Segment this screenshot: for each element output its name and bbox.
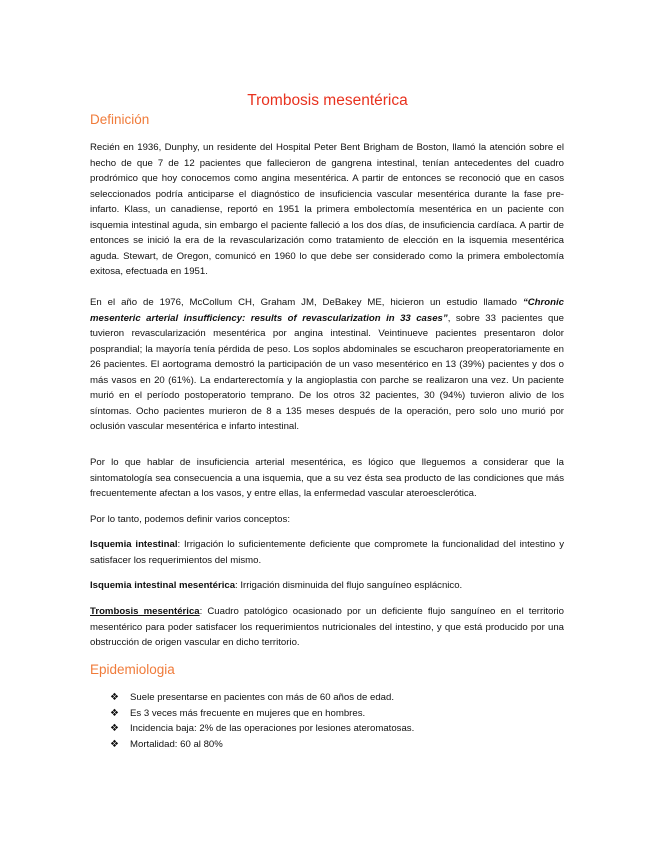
section-heading-epidemiologia: Epidemiologia <box>90 662 175 677</box>
study-title: “Chronic mesenteric arterial insufficiency: results of revascularization in 33 cases” <box>90 297 564 324</box>
diamond-bullet-icon: ❖ <box>110 707 119 719</box>
list-item <box>110 737 414 753</box>
list-item-text: Suele presentarse en pacientes con más de 60 años de edad. <box>130 692 395 703</box>
definition-text: : Irrigación lo suficientemente deficiente que compromete la funcionalidad del intestino y satisfacer los requerimientos del mismo. <box>90 539 564 566</box>
definition-isquemia-mesenterica <box>90 578 564 594</box>
paragraph-study <box>90 295 564 435</box>
definition-text: : Irrigación disminuida del flujo sanguíneo esplácnico. <box>235 580 463 591</box>
study-intro-text: En el año de 1976, McCollum CH, Graham JM, DeBakey ME, hicieron un estudio llamado <box>90 297 523 308</box>
list-item-text: Incidencia baja: 2% de las operaciones por lesiones ateromatosas. <box>130 723 415 734</box>
study-body-text: , sobre 33 pacientes que tuvieron revascularización mesentérica por angina intestinal. Veintinueve pacientes presentaron dolor posprandial; la mayoría tenía pérdida de peso. Los soplos abdominales se escucharon preoperatoriamente en 26 pacientes. El aortograma demostró la participación de un vaso mesentérico en 13 (39%) pacientes y dos o más vasos en 20 (61%). La endarterectomía y la angioplastia con parche se realizaron una vez. Un paciente murió en el período postoperatorio temprano. De los otros 32 pacientes, 30 (94%) tuvieron alivio de los síntomas. Ocho pacientes murieron de 8 a 135 meses después de la operación, pero solo uno murió por oclusión vascular mesentérica e infarto intestinal. <box>90 312 564 432</box>
list-item-text: Mortalidad: 60 al 80% <box>130 738 223 750</box>
diamond-bullet-icon: ❖ <box>110 723 119 734</box>
list-item-text: Es 3 veces más frecuente en mujeres que en hombres. <box>130 707 366 719</box>
list-item <box>110 721 414 737</box>
diamond-bullet-icon: ❖ <box>110 692 119 703</box>
paragraph-atherosclerosis: Por lo que hablar de insuficiencia arterial mesentérica, es lógico que lleguemos a considerar que la sintomatología sea consecuencia a una isquemia, que a su vez ésta sea producto de las condiciones que más frecuentemente afectan a los vasos, y entre ellas, la enfermedad vascular ateroesclerótica. <box>90 457 564 499</box>
diamond-bullet-icon: ❖ <box>110 738 119 750</box>
list-item <box>110 690 414 706</box>
paragraph-history: Recién en 1936, Dunphy, un residente del Hospital Peter Bent Brigham de Boston, llamó la atención sobre el hecho de que 7 de 12 pacientes que fallecieron de gangrena intestinal, tenían antecedentes del cuadro prodrómico que hoy conocemos como angina mesentérica. A partir de entonces se reconoció que en casos seleccionados podría anticiparse el diagnóstico de insuficiencia vascular mesentérica durante la fase pre-infarto. Klass, un canadiense, reportó en 1951 la primera embolectomía mesentérica en un paciente con isquemia intestinal aguda, sin embargo el paciente falleció a los dos días, de insuficiencia cardíaca. A partir de entonces se inició la era de la revascularización como tratamiento de elección en la isquemia mesentérica aguda. Stewart, de Oregon, comunicó en 1960 lo que debe ser considerado como la primera embolectomía exitosa, efectuada en 1951. <box>90 142 564 277</box>
definition-text: : Cuadro patológico ocasionado por un deficiente flujo sanguíneo en el territorio mesentérico para poder satisfacer los requerimientos nutricionales del intestino, y que está producido por una obstrucción de origen vascular en dicho territorio. <box>90 606 564 648</box>
definition-term: Isquemia intestinal mesentérica <box>90 580 236 591</box>
paragraph-concepts-intro: Por lo tanto, podemos definir varios conceptos: <box>90 514 290 525</box>
definition-isquemia-intestinal <box>90 537 564 568</box>
section-heading-definicion: Definición <box>90 112 150 127</box>
definition-term: Trombosis mesentérica <box>90 606 200 617</box>
definition-term: Isquemia intestinal <box>90 539 178 550</box>
list-item <box>110 706 414 722</box>
definition-trombosis-mesenterica <box>90 604 564 651</box>
document-title: Trombosis mesentérica <box>247 92 408 109</box>
epidemiology-list <box>110 690 414 752</box>
